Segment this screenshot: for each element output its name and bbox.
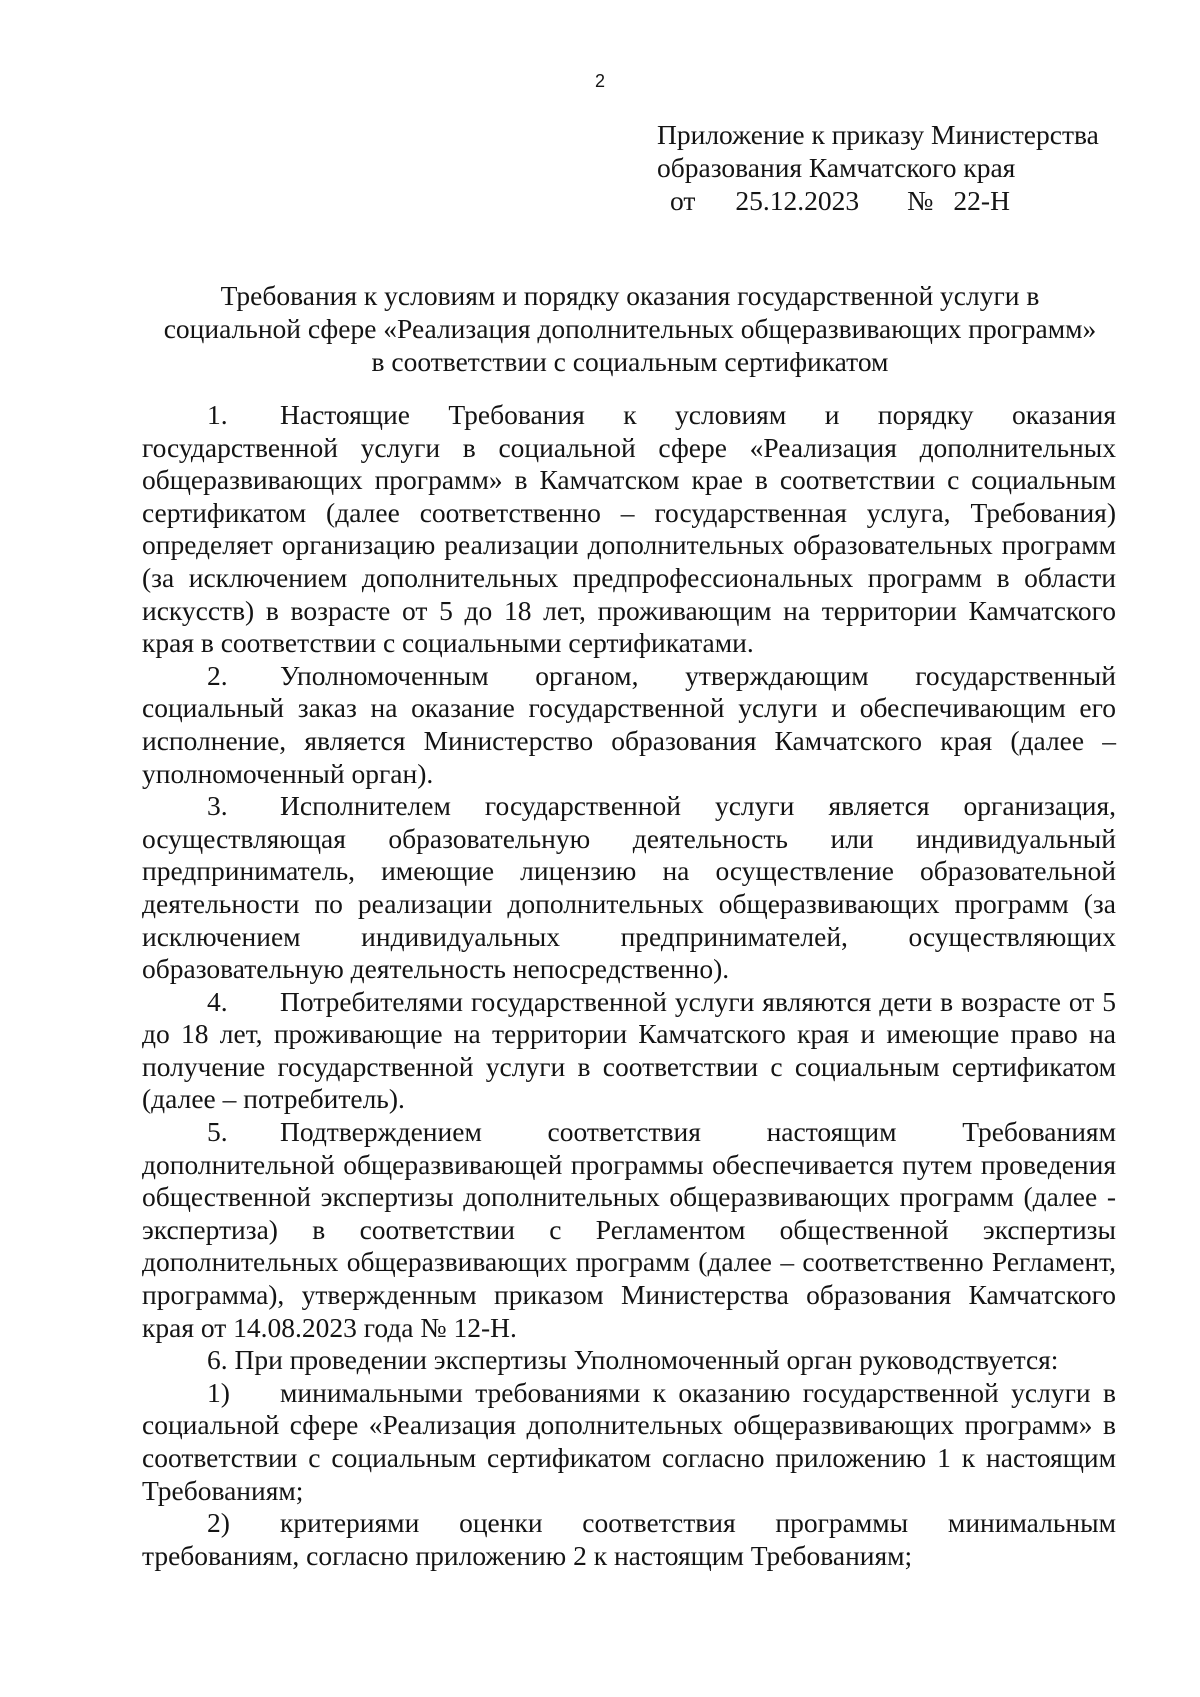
sub-item-number: 1): [207, 1376, 230, 1408]
paragraph-text: Уполномоченным органом, утверждающим государственный социальный заказ на оказание государственной услуги и обеспечивающим его исполнение, является Министерство образования Камчатского края (далее – уполномоченный орган).: [142, 659, 1116, 789]
appendix-line-2: образования Камчатского края: [657, 152, 1016, 183]
appendix-line-1: Приложение к приказу Министерства: [657, 119, 1099, 150]
page-number: 2: [594, 71, 605, 91]
order-from-label: от: [670, 185, 696, 216]
appendix-order-line: [657, 184, 1099, 217]
sub-item-text: критериями оценки соответствия программы минимальным требованиям, согласно приложению 2 к настоящим Требованиям;: [142, 1507, 1116, 1571]
document-body: [142, 399, 1116, 1572]
appendix-header: [657, 118, 1099, 217]
paragraph-text: Настоящие Требования к условиям и порядку оказания государственной услуги в социальной сфере «Реализация дополнительных общеразвивающих программ» в Камчатском крае в соответствии с социальным сертификатом (далее соответственно – государственная услуга, Требования) определяет организацию реализации дополнительных образовательных программ (за исключением дополнительных предпрофессиональных программ в области искусств) в возрасте от 5 до 18 лет, проживающим на территории Камчатского края в соответствии с социальными сертификатами.: [142, 399, 1116, 659]
paragraph-number: 2.: [207, 659, 228, 691]
order-number: 22-Н: [953, 185, 1010, 216]
paragraph-4: [142, 986, 1116, 1116]
paragraph-2: [142, 660, 1116, 790]
paragraph-number: 5.: [207, 1116, 228, 1148]
sub-item-number: 2): [207, 1507, 230, 1539]
paragraph-5: [142, 1116, 1116, 1344]
paragraph-1: [142, 399, 1116, 660]
order-date: 25.12.2023: [735, 185, 860, 216]
paragraph-number: 1.: [207, 399, 228, 430]
paragraph-text: 6. При проведении экспертизы Уполномоченный орган руководствуется:: [207, 1344, 1059, 1376]
paragraph-6: [142, 1344, 1116, 1377]
title-line-1: Требования к условиям и порядку оказания государственной услуги в: [220, 280, 1040, 311]
title-line-2: социальной сфере «Реализация дополнительных общеразвивающих программ»: [163, 313, 1097, 344]
paragraph-text: Подтверждением соответствия настоящим Требованиям дополнительной общеразвивающей программы обеспечивается путем проведения общественной экспертизы дополнительных общеразвивающих программ (далее - экспертиза) в соответствии с Регламентом общественной экспертизы дополнительных общеразвивающих программ (далее – соответственно Регламент, программа), утвержденным приказом Министерства образования Камчатского края от 14.08.2023 года № 12-Н.: [142, 1116, 1116, 1343]
sub-item-text: минимальными требованиями к оказанию государственной услуги в социальной сфере «Реализация дополнительных общеразвивающих программ» в соответствии с социальным сертификатом согласно приложению 1 к настоящим Требованиям;: [142, 1376, 1116, 1506]
order-number-sign: №: [907, 185, 934, 216]
sub-item-2: [142, 1507, 1116, 1572]
sub-item-1: [142, 1377, 1116, 1507]
document-title: [140, 279, 1120, 378]
paragraph-text: Исполнителем государственной услуги является организация, осуществляющая образовательную деятельность или индивидуальный предприниматель, имеющие лицензию на осуществление образовательной деятельности по реализации дополнительных общеразвивающих программ (за исключением индивидуальных предпринимателей, осуществляющих образовательную деятельность непосредственно).: [142, 790, 1116, 985]
paragraph-number: 4.: [207, 985, 228, 1017]
paragraph-number: 3.: [207, 790, 228, 822]
paragraph-text: Потребителями государственной услуги являются дети в возрасте от 5 до 18 лет, проживающие на территории Камчатского края и имеющие право на получение государственной услуги в соответствии с социальным сертификатом (далее – потребитель).: [142, 985, 1116, 1115]
title-line-3: в соответствии с социальным сертификатом: [371, 346, 889, 377]
paragraph-3: [142, 790, 1116, 986]
